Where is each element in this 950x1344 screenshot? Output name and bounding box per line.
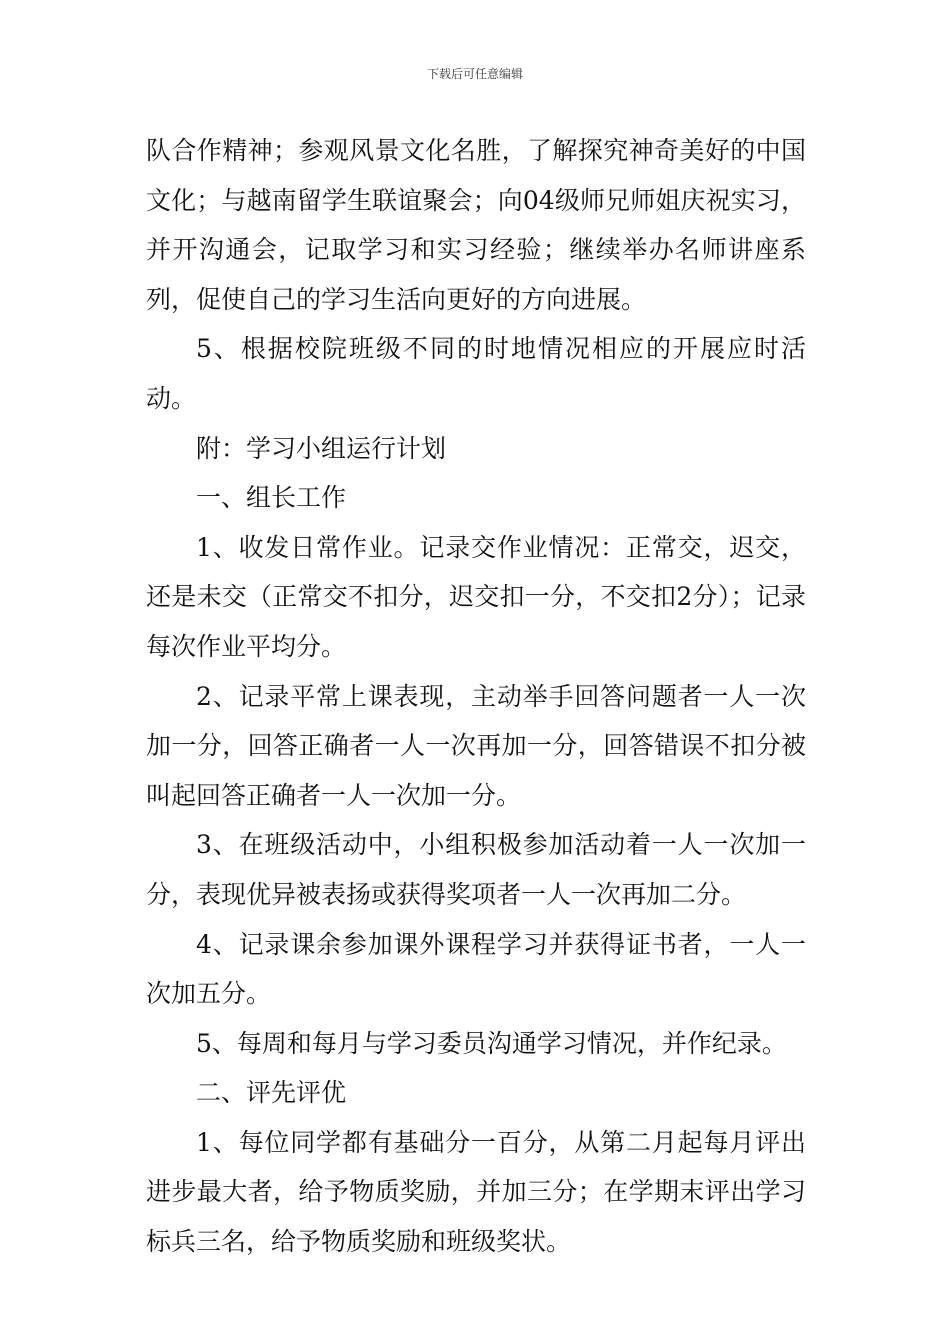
paragraph-item-2-class-performance: 2、记录平常上课表现，主动举手回答问题者一人一次加一分，回答正确者一人一次再加一分，回答错误不扣分被叫起回答正确者一人一次加一分。 [146,681,806,810]
section-heading-evaluation: 二、评先评优 [196,1078,347,1108]
appendix-heading: 附：学习小组运行计划 [196,433,447,463]
paragraph-item-5-communication: 5、每周和每月与学习委员沟通学习情况，并作纪录。 [196,1028,787,1058]
page-header: 下载后可任意编辑 [426,67,523,81]
paragraph-item-1-base-score: 1、每位同学都有基础分一百分，从第二月起每月评出进步最大者，给予物质奖励，并加三分；在学期末评出学习标兵三名，给予物质奖励和班级奖状。 [146,1127,806,1257]
paragraph-item-1-homework: 1、收发日常作业。记录交作业情况：正常交，迟交，还是未交（正常交不扣分，迟交扣一分，不交扣2分）；记录每次作业平均分。 [146,532,806,661]
document-body [146,126,806,1267]
paragraph-item-3-class-activities: 3、在班级活动中，小组积极参加活动着一人一次加一分，表现优异被表扬或获得奖项者一人一次再加二分。 [146,830,806,909]
paragraph-item-4-certificates: 4、记录课余参加课外课程学习并获得证书者，一人一次加五分。 [146,929,806,1009]
section-heading-leader-work: 一、组长工作 [196,483,347,513]
paragraph-item-5-activities: 5、根据校院班级不同的时地情况相应的开展应时活动。 [146,334,806,413]
paragraph-continuation: 队合作精神；参观风景文化名胜，了解探究神奇美好的中国文化；与越南留学生联谊聚会；向04级师兄师姐庆祝实习，并开沟通会，记取学习和实习经验；继续举办名师讲座系列，促使自己的学习生活向更好的方向进展。 [146,136,806,314]
